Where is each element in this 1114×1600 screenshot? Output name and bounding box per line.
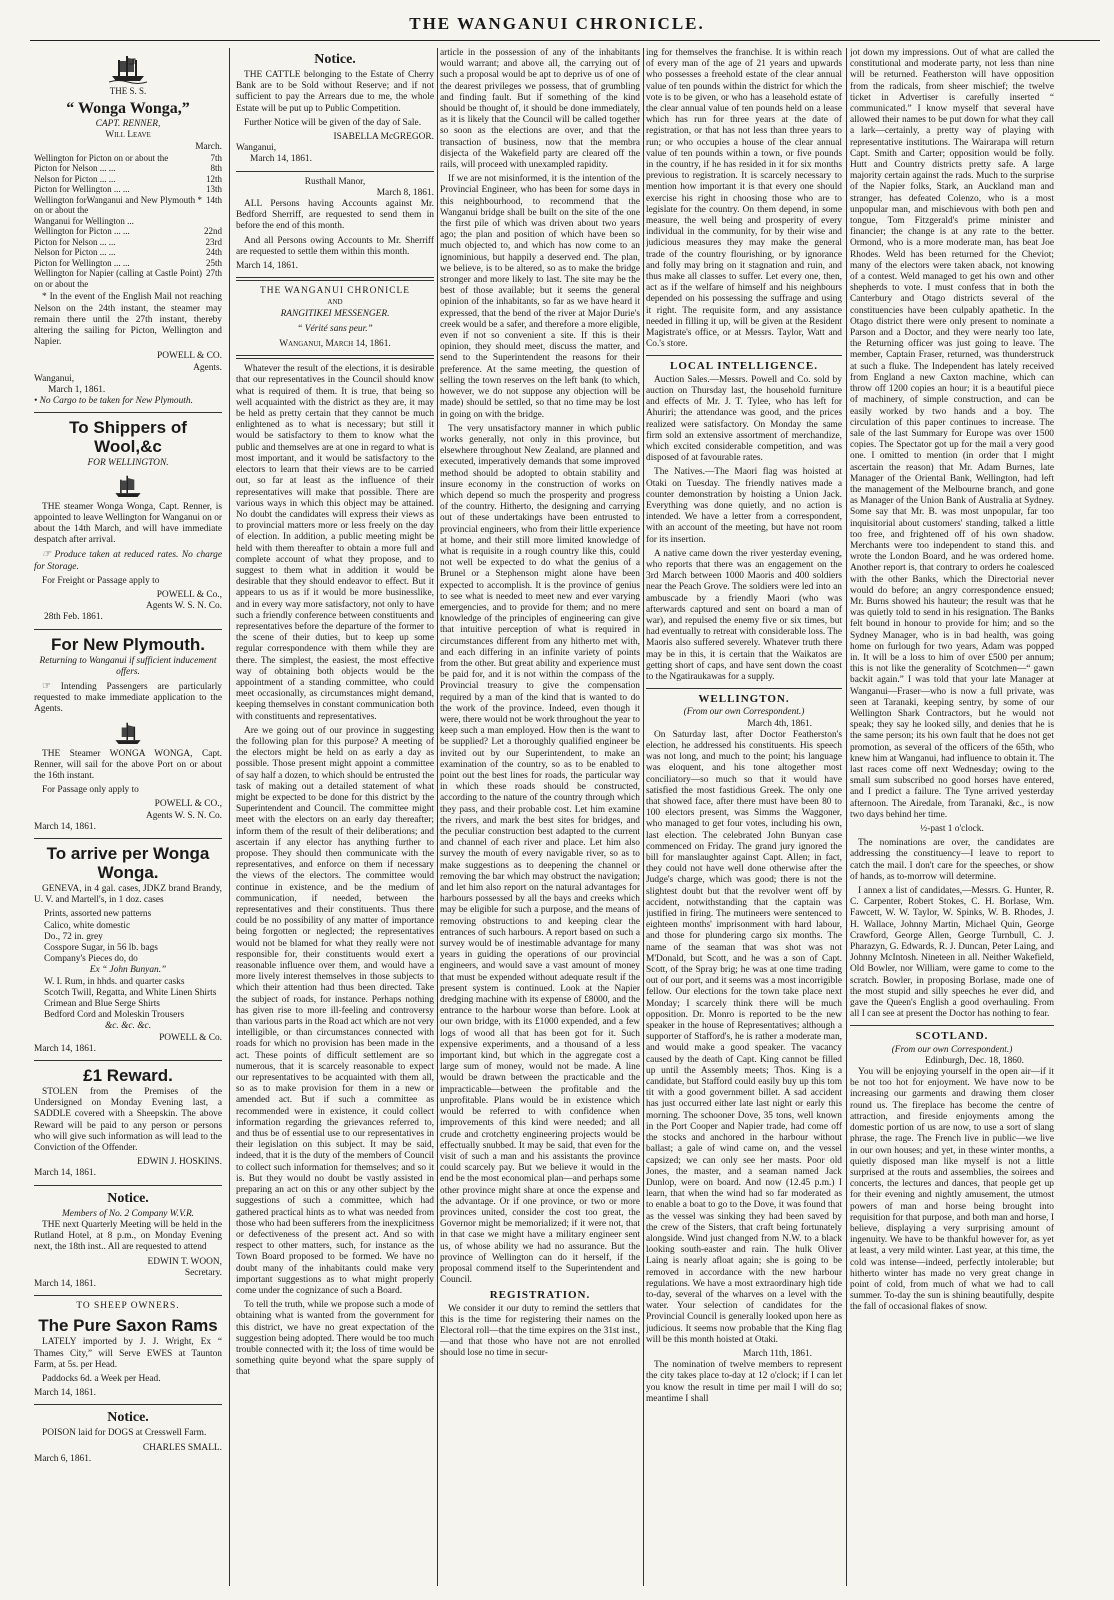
shippers-agent2: Agents W. S. N. Co. (145, 601, 222, 612)
paper-title: THE WANGANUI CHRONICLE (260, 286, 410, 297)
masthead-rule (30, 40, 1100, 41)
shippers-agent: POWELL & Co., (156, 589, 222, 600)
reward-body: STOLEN from the Premises of the Undersigned on Monday Evening last, a SADDLE covered with a Sheepskin. The above Reward will be paid to any person or persons who will give such information as will lead to the Conviction of the Offender. (34, 1087, 222, 1154)
half-past: ½-past 1 o'clock. (920, 824, 984, 835)
newplymouth-agent2: Agents W. S. N. Co. (145, 810, 222, 821)
schedule-route: Wellington for Picton on or about the (34, 152, 169, 163)
column-divider (437, 48, 438, 1586)
divider (34, 1295, 222, 1296)
article-para: ing for themselves the franchise. It is within reach of every man of the age of 21 years and upwards who possesses a freehold estate of the clear annual value of ten pounds within the district for which the vote is to be given, or who has a leasehold estate of the clear annual value of ten pounds held on a lease which has run for three years at the date of registration, or that has not less than three years to run; or who occupies a house of the clear annual value of ten pounds within a town, or five pounds in the country, if he has resided in it for six months previous to registration. It is scarcely necessary to mention how important it is that every one should exercise his right in choosing those who are to legislate for the country. On them depend, in some measure, the well being and prosperity of every individual in the community, for by their wise and judicious measures they may make the general trade of the country flourishing, or by ignorance and folly may bring on it stagnation and ruin, and thus make all classes to suffer. Let every one, then, act as if the welfare of himself and his neighbours depended on his possessing the suffrage and using it right. The requisite form, and any assistance needed in filling it up, will be given at the Resident Magistrate's office, or at Messrs. Taylor, Watt and Co.'s store. (646, 48, 842, 350)
schedule-route: Nelson for Picton ... ... (34, 173, 116, 184)
candidates: I annex a list of candidates,—Messrs. G. Hunter, R. C. Carpenter, Robert Stokes, C. H. Borlase, Wm. Fawcett, W. W. Taylor, W. Spinks, W. B. Rhodes, J. H. Wallace, Johnny Martin, Michael Quin, George Crawford, George Allen, George Turnbull, C. J. Pharazyn, G. Edwards, R. J. Duncan, Peter Laing, and Johnny McIntosh. Nineteen in all. Neither Wakefield, Old Bowler, nor William, were game to come to the scratch. Bowler, in proposing Borlase, made one of the most stupid and silly speeches he ever did, and gave the Queen's English a good overhauling. From all I can see at present the Doctor has nothing to fear. (850, 886, 1054, 1020)
arrive-item: Prints, assorted new patterns (44, 909, 152, 920)
arrive-item: Scotch Twill, Regatta, and White Linen Shirts (44, 987, 217, 998)
wonga-place: Wanganui, (34, 373, 75, 384)
schedule-route: Nelson for Picton ... ... (34, 247, 116, 258)
wellington-body2: The nomination of twelve members to represent the city takes place to-day at 12 o'clock; if I can let you know the result in time per mail I will do so; meantime I shall (646, 1360, 842, 1404)
rusthall-body2: And all Persons owing Accounts to Mr. Sherriff are requested to settle them within this month. (236, 235, 434, 257)
nominations: The nominations are over, the candidates are addressing the constituency—I leave to report to catch the mail. I don't care for the speeches, or show of hands, as to-morrow will determine. (850, 838, 1054, 882)
divider (850, 1025, 1054, 1026)
arrive-item: W. I. Rum, in hhds. and quarter casks (44, 976, 185, 987)
divider (34, 1185, 222, 1186)
schedule-route: Picton for Nelson ... ... (34, 163, 116, 174)
notice-name: ISABELLA McGREGOR. (333, 132, 434, 143)
column-divider (229, 48, 230, 1586)
newplymouth-sub: Returning to Wanganui if sufficient inducement offers. (39, 655, 217, 677)
wellington-body: On Saturday last, after Doctor Featherston's election, he addressed his constituents. His speech was not long, and much to the point; his language was eloquent, and his tone altogether most conciliatory—so much so that it would have satisfied the most fastidious Greek. The only one that showed face, after there must have been 80 to 100 electors present, was Simms the Waggoner, who managed to get four votes, including his own, last election. The celebrated John Bunyan case commenced on Friday. The grand jury ignored the bill for manslaughter against Capt. Allen; in fact, they could not have well done otherwise after the Judge's charge, which was good; there is not the slightest doubt but that the revolver went off by accident, notwithstanding that the captain was justified in firing. The mutineers were sentenced to eighteen months' imprisonment with hard labour, and those for plundering cargo six months. The name of the seaman that was shot was not M'Donald, but Scott, and he was a son of Capt. Scott, of the Spray brig; he was at one time trading out of our port, and it seems was a most incorrigible fellow. Our elections for the town take place next Monday; I scarcely think there will be much opposition. Dr. Monro is reported to be the new speaker in the house of Representatives; although a supporter of Stafford's, he is rather a moderate man, and would make a good speaker. The vacancy caused by the death of Capt. King cannot be filled up until the Assembly meets; Thos. King is a candidate, but Stafford could easily buy up this tom tit with a good government billet. A sad accident has just occurred either late last night or early this morning. The schooner Dove, 35 tons, well known in the Port Cooper and Napier trade, had come off the stocks and anchored in the harbour without ballast; a gale of wind came on, and the vessel capsized; we can only see her masts. Poor old Jones, the master, and a seaman named Jack Dunlop, were on board. And now (12.45 p.m.) I learn, that when the wind had so far moderated as to enable a boat to go to the Dove, it was found that as the vessel was sinking they had been saved by the crew of the Sisters, that craft being fortunately alongside. Wind just changed from N.W. to a black looking south-easter and rain. The hulk Oliver Laing is nearly afloat again; she is going to be removed in accordance with the new harbour regulations. We have a most extraordinary high tide to-day, several of the wharves on a level with the water. Your selection of candidates for the Provincial Council is generally looked upon here as judicious. It seems now probable that the King flag will be this month hoisted at Otaki. (646, 729, 842, 1345)
arrive-item: Company's Pieces do, do (44, 954, 138, 965)
article-para: If we are not misinformed, it is the intention of the Provincial Engineer, who has been for some days in this neighbourhood, to recommend that the Wanganui bridge shall be built on the site of the one the first pile of which was driven about two years ago; the plan and position of which have been so much objected to, and which has now come to an ignominious, but happily a deserved end. The plan, we believe, is to be altered, so as to make the bridge stronger and more likely to last. The site may be the best of those available; but it seems the general opinion of the inhabitants, so far as we have heard it expressed, that the bend of the river at Major Durie's creek would be a safer, and therefore a more eligible, even if not so convenient a site. If this is their opinion, they should meet, discuss the matter, and send to the Superintendent the reasons for their preference. At the same meeting, the question of selling the town reserves on the left bank (to which, however, we do not suppose any objection will be made) should be settled, so that no time may be lost in going on with the bridge. (440, 174, 640, 420)
divider (34, 838, 222, 839)
shippers-sub: FOR WELLINGTON. (87, 458, 169, 469)
schedule-date: 24th (205, 247, 222, 258)
sheep-paddock: Paddocks 6d. a Week per Head. (42, 1373, 161, 1384)
pointing-hand-icon: ☞ (42, 680, 51, 692)
wonga-name: “ Wonga Wonga,” (66, 100, 190, 118)
paper-sub: RANGITIKEI MESSENGER. (280, 308, 390, 319)
notice2-date: March 14, 1861. (34, 1278, 96, 1289)
editorial-para: Are we going out of our province in suggesting the following plan for this purpose? A meeting of the electors might be held on as early a day as possible. Those present might appoint a committee of say half a dozen, to which should be entrusted the task of making out a detailed statement of what might be expected to be done for this district by the Superintendent and Council. The committee might meet with the electors on an early day thereafter; inform them of the result of their deliberations; and ascertain if any elector has anything further to propose. They should then communicate with the representatives, and enforce on them if necessary the views of the electors. The committee would continue in existence, and be the medium of communication, if needed, between the representatives and their constituents. Thus there could be no possibility of any matter of importance being forgotten or neglected; the representatives would not be blamed for what they really were not responsible for, their constituents would exert a reasonable influence over them, and would have a more lively interest themselves in those subjects to which their attention had thus been directed. Take the subject of roads, for instance. Perhaps nothing has given rise to more ill-feeling and controversy than various parts in the Road act which are not very intelligible, or than circumstances connected with roads for which no provision has been made in the act. These points of difficult settlement are so numerous, that it is scarcely reasonable to expect our representatives to be acquainted with them all, so as to make provision for them in a new or amended act. But if such a committee as recommended were in existence, it could collect information regarding the grievances referred to, and thus be of essential use to our representatives in their legislation on this subject. It may be said, indeed, that it is the duty of the members of Council to collect such information for themselves; and so it is. But they would no doubt be vastly assisted in preparing an act on this or any other subject by the suggestions of such a committee, which had gathered practical hints as to what was needed from those who had been sufferers from the inexplicitness or defectiveness of the present act. And so with respect to other matters, such, for instance as the Town Board proposed to be formed. We have no doubt many of the inhabitants could make very important suggestions as to what might properly come under the cognizance of such a Board. (236, 725, 434, 1296)
registration-body: We consider it our duty to remind the settlers that this is the time for registering their names on the Electoral roll—that the time expires on the 31st inst.,—and that those who have not are not enrolled should lose no time in secur- (440, 1303, 640, 1359)
scotland-heading: SCOTLAND. (915, 1030, 989, 1043)
wellington-heading: WELLINGTON. (698, 693, 790, 706)
scotland-date: Edinburgh, Dec. 18, 1860. (924, 1055, 1024, 1066)
column-5 (850, 48, 1054, 1590)
arrive-items2 (34, 977, 222, 1022)
notice-body: THE CATTLE belonging to the Estate of Cherry Bank are to be Sold without Reserve; and if not sufficient to pay the Arrears due to me, the whole Estate will be put up to Public Competition. (236, 70, 434, 114)
schedule-row (34, 184, 222, 195)
schedule-row (34, 174, 222, 185)
newplymouth-freight: For Passage only apply to (42, 785, 139, 796)
schedule-date: 13th (205, 184, 222, 195)
arrive-agent: POWELL & Co. (159, 1032, 222, 1043)
masthead-title: THE WANGANUI CHRONICLE. (409, 14, 705, 33)
wonga-nocargo: • No Cargo to be taken for New Plymouth. (34, 396, 193, 407)
notice2-sub: Members of No. 2 Company W.V.R. (61, 1208, 195, 1219)
article-para: The very unsatisfactory manner in which public works generally, not only in this province, but elsewhere throughout New Zealand, are planned and executed, imperatively demands that some improved method should be adopted to obtain stability and insure economy in the construction of works on which depend so much the prosperity and progress of the country. Hitherto, the designing and carrying out of these undertakings have been entrusted to provincial engineers, who from their little experience at home, and their still more limited knowledge of what is requisite in a rough country like this, could not well be expected to do what the genius of a Brunel or a Stephenson might alone have been expected to accomplish. It is the province of genius to see what is needed to meet new and ever varying emergencies, and to provide for them; and no mere knowledge of the principles of engineering can give that intuitive perception of what is required in circumstances different from any hitherto met with, and each differing in an infinite variety of points from the other. But great ability and experience must be paid for, and it is not within the compass of the Provincial treasury to give the compensation required by a man of the kind that is wanted to do the work of the province. Indeed, even though it were, there would not be work throughout the year to keep such a man employed. How then is the want to be supplied? Let a thoroughly qualified engineer be invited out by our Superintendent, to make an examination of the country, so as to be enabled to point out the best lines for roads, the particular way in which these roads should be constructed, according to the nature of the country through which they pass, and their probable cost. Let him examine the rivers, and mark the best sites for bridges, and the peculiar construction best adapted to the current and channel of each river and place. Let him also survey the mouth of every navigable river, so as to make suggestions as to deepening the channel or removing the bar which may obstruct the navigation; and let him also report on the natural advantages for harbours possessed by all the bays and creeks which may be eligible for such a purpose, and the means of removing obstructions to and keeping clear the entrances of such harbours. A report based on such a survey would be of inestimable advantage for many years in guiding the operations of our provincial engineers, and would save a vast amount of money that must be expended without adequate result if the present system is continued. Look at the Napier dredging machine with its expense of £8000, and the entrance to the harbour worse than before. Look at our own bridge, with its £1000 expended, and a few logs of wood all that has been got for it. Such expensive experiments, and a thousand of a less important kind, but which in the aggregate cost a large sum of money, would not be made. A line would be drawn between the practicable and the impracticable—between the profitable and the unprofitable. Plans would be in existence which would be referred to with confidence when improvements of this kind were needed; and all crude and crotchetty engineering projects would be effectually snubbed. It may be said, that even for the visit of such a man and his assistants the province could scarcely pay. But we believe it would in the end be the most economical plan—and perhaps some other province might share at once the expense and the advantage. Or if one province, or two or more provinces united, consider the cost too great, the Governor might be memorialized; if it were not, that in that case we might have a military engineer sent us, of whose ability we had no assurance. But the province of Wellington can do it herself, if the proposal commend itself to the Superintendent and Council. (440, 423, 640, 1286)
divider (236, 277, 434, 281)
divider (34, 629, 222, 630)
rusthall-body: ALL Persons having Accounts against Mr. Bedford Sherriff, are requested to send them in before the end of this month. (236, 199, 434, 232)
schedule-date: 22nd (204, 226, 222, 237)
arrive-title: To arrive per Wonga Wonga. (46, 844, 210, 883)
column-3 (440, 48, 640, 1590)
local-auction: Auction Sales.—Messrs. Powell and Co. sold by auction on Thursday last, the household furniture and effects of Mr. J. T. Tylee, who has left for Ahuriri; the attendance was good, and the prices realized were satisfactory. On Monday the same firm sold an extensive assortment of merchandize, which excited considerable competition, and was disposed of at favourable rates. (646, 374, 842, 464)
editorial-para: To tell the truth, while we propose such a mode of obtaining what is wanted from the government for this district, we have no great expectation of the suggestion being adopted. There would be too much trouble connected with it; the loss of time would be something quite beyond what the spare supply of that (236, 1300, 434, 1378)
newplymouth-body: Intending Passengers are particularly requested to make immediate application to the Agents. (34, 681, 222, 715)
registration-heading: REGISTRATION. (489, 1289, 591, 1302)
arrive-item: Do., 72 in. grey (44, 931, 103, 942)
schedule-row (34, 153, 222, 164)
shippers-body: THE steamer Wonga Wonga, Capt. Renner, is appointed to leave Wellington for Wanganui on or about the 14th March, and will have immediate despatch after arrival. (34, 501, 222, 546)
notice2-name: EDWIN T. WOON, (147, 1256, 222, 1267)
article-para: jot down my impressions. Out of what are called the constitutional and moderate party, not less than nine will be returned. Featherston will have opposition from the radicals, from sheer mischief; the twelve ticket in Advertiser is carefully inserted “ communicated.” I know myself that several have allowed their names to be put down for what they call a lark—certainly, a pretty way of playing with representative institutions. The Wairarapa will return Capt. Smith and Carter; opposition would be folly. Hutt and Country districts pretty safe. A large majority certain against the rads. Much to the surprise of the Napier folks, Stark, an Auckland man and stranger, has defeated Colenzo, who is a most unpopular man, and mischievous with both pen and tongue, Tom Fitzgerald's prime minister and financier; the change is at any rate to the better. Ormond, who is a more moderate man, has beat Joe Rhodes. Weld has been returned for the Cheviot; many of the electors were taken aback, not knowing of a contest. Weld managed to get his own and other shepherds to vote. I must confess that in both the Canterbury and Otago districts several of the constituencies have been culpably apathetic. In the Otago district there were only present to nominate a Parson and a Doctor, and they were nearly too late, the Returning officer was just going to leave. The member, Captain Fraser, returned, was thunderstruck at such a fluke. The Independent has lately received from England a new Caxton machine, which can throw off 1200 copies an hour; it is a beautiful piece of machinery, of simple construction, and can be easily worked by two hands and a boy. The circulation of this paper continues to increase. The sale of the last Summary for Europe was over 1500 copies. The Spectator got up for the mail a very good one. I omitted to mention (in order that I might ascertain the reason) that Mr. Adam Burnes, late Manager of the Oriental Bank, Wellington, had left the management of the Melbourne branch, and gone as Manager of the Union Bank of Australia at Sydney. Some say that Mr. B. was most unpopular, far too inquisitorial about customers' standing, talked a little too free, and frightened off of his own shadow. Merchants were too independent to stand this. and wrote the London Board, and he was ordered home. Another report is, that contrary to orders he coalesced with the other Banks, which the Directorial never would do before; an angry correspondence ensued; Mr. Burns showed his hauteur; the result was that he was quietly told to send in his resignation. The Banks felt bound in honour to provide for him; and so the Sydney Manager, who is in bad health, was going home on furlough for two years, Adam was popped in. It will be a loss to him of over £500 per annum; this is not like the generality of Scotchmen—“ gawn backit again.” I was told that your late Manager at Wanganui—Fraser—who is now a full private, was seen at Taranaki, keeping sentry, by some of our Wellington Shark Contractors, but he would not speak; they say he looked silly, and denies that he is the same person; its his own fault that he does not get promotion, as several of the officers of the 65th, who knew him at Wanganui, had influence to obtain it. The last races come off next Wednesday; owing to the small sum subscribed no good horses have entered, and I predict a failure. The Tyne arrived yesterday afternoon. The Airedale, from Taranaki, &c., is now two days behind her time. (850, 48, 1054, 820)
scotland-body: You will be enjoying yourself in the open air—if it be not too hot for enjoyment. We have now to be increasing our garments and drawing them closer round us. The fireplace has become the centre of attraction, and fireside enjoyments among the domestic portion of us are now, to use a sort of slang phrase, the rage. The French live in public—we live in our own houses; and yet, in these winter months, a quietly disposed man like myself is not a little surprised at the routs and assemblies, the soirees and concerts, the lectures and dances, that people get up for their evening and nightly amusement, the utmost powers of man and horse being brought into requisition for that purpose, and both man and horse, I believe, displaying a very surprising amount of ingenuity. We have to be thankful however for, as yet at least, a very mild winter. Last year, at this time, the cold was intense—indeed, perfectly intolerable; but hitherto winter has made no very great change in point of cold, from much of what we had to call summer. To-day the sun is shining beautifully, despite the fall of occasional flakes of snow. (850, 1067, 1054, 1313)
schedule-row (34, 237, 222, 248)
rusthall-date1: March 8, 1861. (376, 187, 434, 198)
sheep-title: The Pure Saxon Rams (38, 1316, 218, 1336)
local-canoe: A native came down the river yesterday evening, who reports that there was an engagement on the 3rd March between 1000 Maoris and 400 soldiers near the Peach Grove. The soldiers were led into an ambuscade by a friendly Maori (who was afterwards captured and sent on board a man of war), and repulsed the enemy five or six times, but had eventually to retreat with considerable loss. The Maoris also suffered severely. Whatever truth there may be in this, it is certain that the Waikatos are getting short of caps, and have sent down the coast to the Ngatiraukawas for a supply. (646, 548, 842, 682)
notice3-title: Notice. (107, 1410, 149, 1426)
reward-name: EDWIN J. HOSKINS. (137, 1157, 222, 1168)
schedule-route: Wellington for Napier (calling at Castle Point) on or about the (34, 268, 202, 289)
article-para: article in the possession of any of the inhabitants would warrant; and above all, the carrying out of such a proposal would be apt to deprive us of one of the dearest privileges we possess, that of grumbling and finding fault. But if something of the kind should be thought of, it should be done immediately, as it is likely that the Council will be called together so soon as the elections are over, and that the transaction of business, now that the membra disjecta of the Wakefield party are cleared off the rails, will proceed with unexampled rapidity. (440, 48, 640, 171)
newplymouth-agent: POWELL & CO., (154, 799, 222, 810)
editorial-para: Whatever the result of the elections, it is desirable that our representatives in the Council should know what is required of them. It is true, that being so well acquainted with the district as they are, it may be held as pretty certain that they cannot be much enlightened as to what is necessary; but still it would be satisfactory to them to know what the public and themselves are at one in regard to what is most important, and it would be satisfactory to the electors to learn that their views are to be carried out, so far at least as the influence of their representatives will make that possible. There are various ways in which this object may be attained. No doubt the candidates will express their views as to provincial matters more or less freely on the day of election. In addition, a public meeting might be held with them thereafter to obtain a more full and complete account of what they propose, and to suggest to them what in addition it would be desirable that they should endeavor to effect. But it appears to us as if it would be more businesslike, and in every way more satisfactory, not only to have such a friendly conference between constituents and representatives before the departure of the former to the scene of their duties, but to keep up some regular correspondence with them while they are there. The simplest, the easiest, the most effective way of obtaining both objects would be the appointment of a standing committee, who could meet occasionally, as circumstances might demand, keeping themselves in constant communication both with constituents and representatives. (236, 364, 434, 722)
arrive-items (34, 909, 222, 965)
column-divider (846, 48, 847, 1586)
schedule-date: 14th (205, 194, 222, 205)
schedule-route: Wanganui for Wellington ... (34, 215, 134, 226)
newplymouth-title: For New Plymouth. (51, 634, 205, 654)
arrive-item: Cosspore Sugar, in 56 lb. bags (44, 943, 158, 954)
schedule-date: 12th (205, 173, 222, 184)
newplymouth-body2: THE Steamer WONGA WONGA, Capt. Renner, will sail for the above Port on or about the 16th instant. (34, 748, 222, 781)
steamship-icon (113, 472, 143, 500)
notice3-date: March 6, 1861. (34, 1453, 92, 1464)
wonga-pre: THE S. S. (109, 86, 147, 96)
column-divider (643, 48, 644, 1586)
schedule-row (34, 258, 222, 269)
sheep-heading: TO SHEEP OWNERS. (76, 1301, 180, 1312)
column-1 (34, 48, 222, 1590)
arrive-ex: Ex “ John Bunyan.” (89, 965, 167, 976)
schedule-date: 8th (210, 163, 222, 174)
divider (646, 688, 842, 689)
schedule-date: 25th (205, 257, 222, 268)
divider (236, 171, 434, 172)
steamship-icon (113, 719, 143, 747)
notice2-role: Secretary. (184, 1267, 222, 1278)
divider (34, 1404, 222, 1405)
rusthall-place: Rusthall Manor, (304, 176, 366, 187)
notice-place: Wanganui, (236, 143, 277, 154)
wonga-captain: CAPT. RENNER, (95, 119, 161, 130)
rusthall-date: March 14, 1861. (236, 261, 298, 272)
notice-body2: Further Notice will be given of the day of Sale. (244, 117, 422, 128)
newplymouth-date: March 14, 1861. (34, 821, 96, 832)
wellington-date: March 4th, 1861. (747, 718, 812, 729)
shippers-date: 28th Feb. 1861. (44, 612, 103, 623)
wonga-schedule (34, 153, 222, 290)
notice2-body: THE next Quarterly Meeting will be held in the Rutland Hotel, at 8 p.m., on Monday Evening next, the 18th inst.. All are requested to attend (34, 1219, 222, 1253)
arrive-item: Bedford Cord and Moleskin Trousers (44, 1010, 185, 1021)
divider (646, 355, 842, 356)
wonga-agents-word: Agents. (193, 362, 222, 373)
wonga-note: * In the event of the English Mail not reaching Nelson on the 24th instant, the steamer may remain there until the 27th instant, thereby altering the sailing for Picton, Wellington and Napier. (34, 292, 222, 348)
sheep-date: March 14, 1861. (34, 1388, 96, 1399)
schedule-route: Wellington forWanganui and New Plymouth * on or about the (34, 194, 202, 216)
column-4 (646, 48, 842, 1590)
schedule-row (34, 216, 222, 227)
divider (34, 1060, 222, 1061)
divider (34, 412, 222, 413)
wonga-month: March. (195, 141, 222, 152)
notice3-name: CHARLES SMALL. (142, 1442, 222, 1453)
paper-dateline: Wanganui, March 14, 1861. (279, 339, 391, 350)
schedule-row (34, 195, 222, 216)
wonga-date: March 1, 1861. (48, 384, 106, 395)
local-natives: The Natives.—The Maori flag was hoisted at Otaki on Tuesday. The friendly natives made a counter demonstration by hoisting a Union Jack. Everything was done quietly, and no action is intended. We have a letter from a correspondent, with an account of the meeting, but have not room for its insertion. (646, 467, 842, 545)
arrive-item: Calico, white domestic (44, 920, 131, 931)
arrive-body: GENEVA, in 4 gal. cases, JDKZ brand Brandy, U. V. and Martell's, in 1 doz. cases (34, 884, 222, 906)
notice2-title: Notice. (107, 1190, 149, 1206)
schedule-route: Picton for Wellington ... ... (34, 257, 130, 268)
wellington-sub: (From our own Correspondent.) (683, 707, 805, 718)
arrive-etc: &c. &c. &c. (104, 1021, 152, 1032)
schedule-date: 27th (205, 268, 222, 279)
reward-title: £1 Reward. (83, 1066, 173, 1086)
steamship-icon (109, 50, 147, 84)
schedule-row (34, 268, 222, 289)
schedule-row (34, 163, 222, 174)
scotland-sub: (From our own Correspondent.) (891, 1044, 1013, 1055)
schedule-row (34, 226, 222, 237)
arrive-item: Crimean and Blue Serge Shirts (44, 999, 160, 1010)
divider (236, 355, 434, 359)
shippers-produce: Produce taken at reduced rates. No charge for Storage. (34, 550, 222, 572)
shippers-title: To Shippers of Wool,&c (69, 418, 187, 457)
sheep-body: LATELY imported by J. J. Wright, Ex “ Thames City,” will Serve EWES at Taunton Farm, at 5s. per Head. (34, 1337, 222, 1370)
wonga-will-leave: Will Leave (105, 130, 151, 141)
notice-date: March 14, 1861. (250, 154, 312, 165)
schedule-route: Picton for Nelson ... ... (34, 236, 116, 247)
wellington-date2: March 11th, 1861. (743, 1348, 812, 1359)
pointing-hand-icon: ☞ (42, 549, 51, 561)
schedule-route: Picton for Wellington ... ... (34, 184, 130, 195)
wonga-agent: POWELL & CO. (156, 351, 222, 362)
arrive-date: March 14, 1861. (34, 1043, 96, 1054)
shippers-freight: For Freight or Passage apply to (42, 575, 160, 586)
schedule-date: 23rd (205, 236, 222, 247)
local-heading: LOCAL INTELLIGENCE. (670, 360, 818, 373)
column-2 (236, 48, 434, 1590)
paper-motto: “ Vérité sans peur.” (297, 323, 373, 334)
schedule-date: 7th (210, 152, 222, 163)
schedule-route: Wellington for Picton ... ... (34, 226, 130, 237)
paper-and: AND (327, 298, 343, 307)
notice3-body: POISON laid for DOGS at Cresswell Farm. (42, 1428, 207, 1439)
notice-title: Notice. (314, 52, 356, 67)
schedule-row (34, 247, 222, 258)
reward-date: March 14, 1861. (34, 1168, 96, 1179)
